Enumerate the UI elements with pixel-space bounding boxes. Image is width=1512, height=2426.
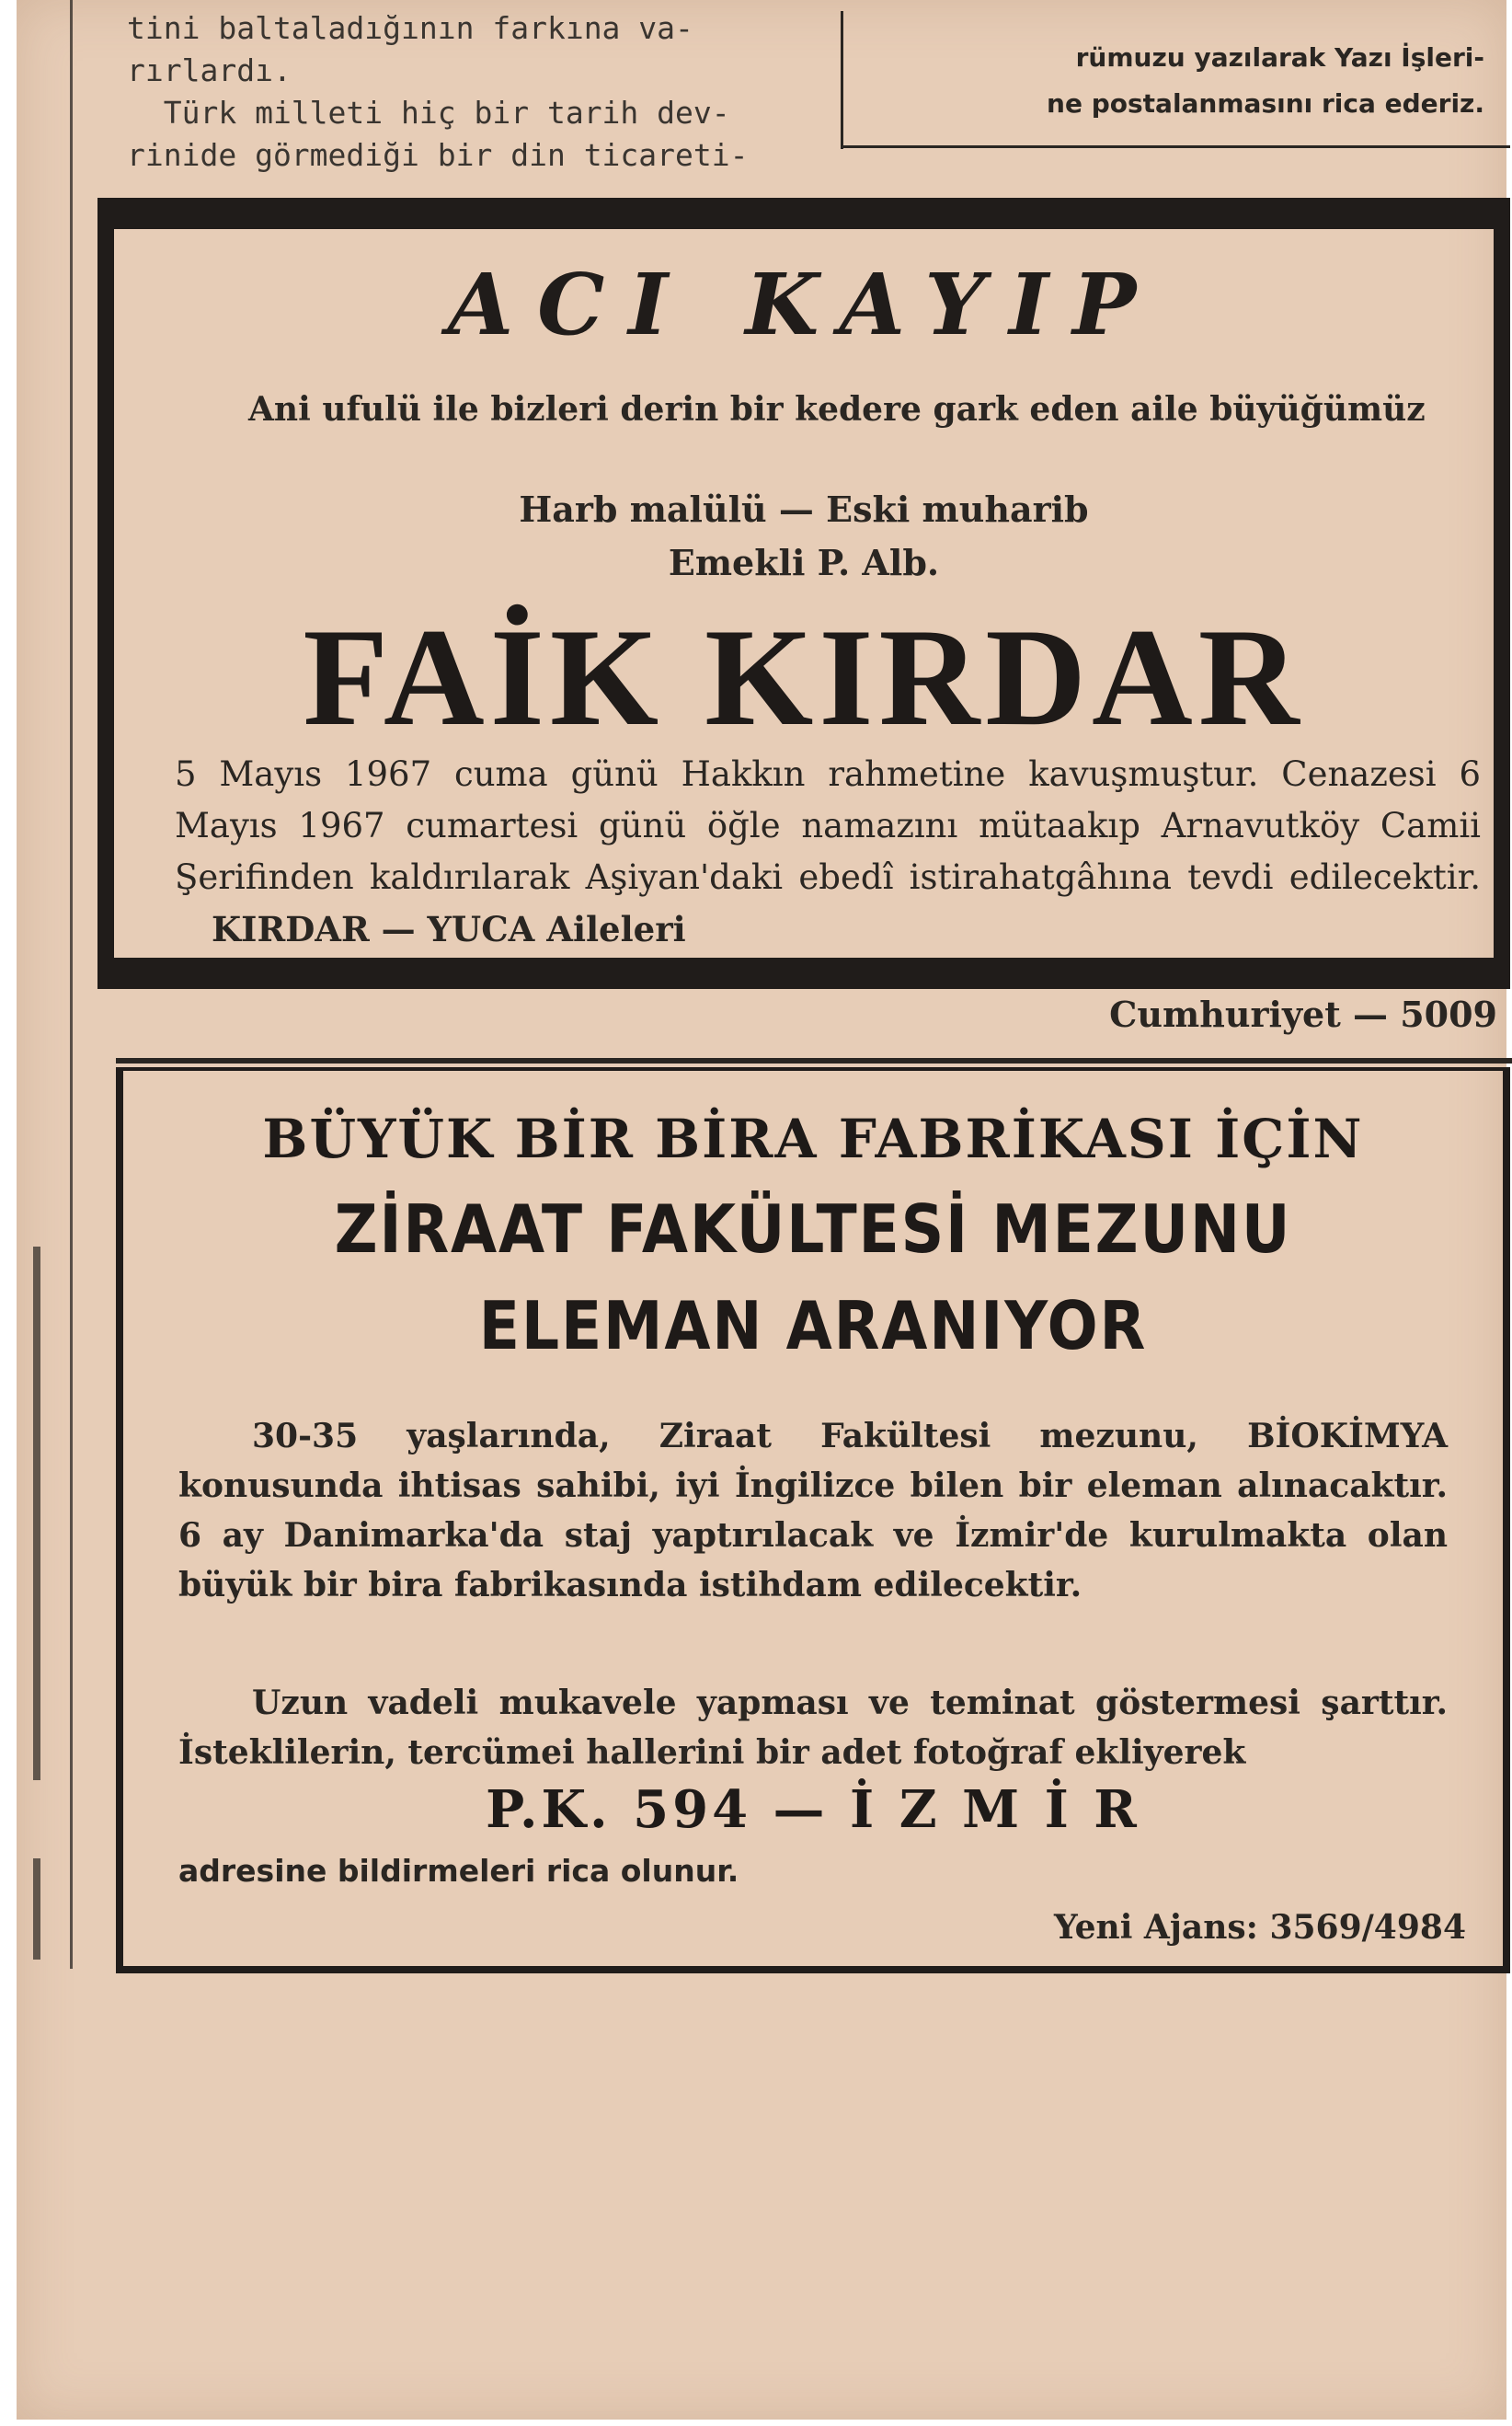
obituary-notice — [97, 198, 1510, 989]
obituary-rank-line: Harb malülü — Eski muharib — [519, 489, 1089, 530]
column-rule-left — [70, 0, 73, 1969]
article-line: rırlardı. — [127, 52, 292, 88]
obituary-title-line: Emekli P. Alb. — [668, 542, 940, 583]
job-advertisement — [116, 1067, 1510, 1973]
edge-mark — [33, 1858, 40, 1960]
obituary-intro: Ani ufulü ile bizleri derin bir kedere gark eden aile büyüğümüz — [248, 390, 1426, 429]
previous-article-fragment — [127, 7, 789, 177]
obituary-families: KIRDAR — YUCA Aileleri — [212, 909, 686, 949]
obituary-body-text: 5 Mayıs 1967 cuma günü Hakkın rahmetine kavuşmuştur. Cenazesi 6 Mayıs 1967 cumartesi günü öğle namazını mütaakıp Arnavutköy Camii Şerifinden kaldırılarak Aşiyan'daki ebedî istirahatgâhına tevdi edilecektir. — [175, 754, 1481, 897]
editorial-note — [933, 35, 1484, 127]
obituary-body — [175, 749, 1481, 956]
article-line: rinide görmediği bir din ticareti- — [127, 137, 749, 173]
article-line: tini baltaladığının farkına va- — [127, 10, 693, 46]
editorial-note-box — [841, 18, 1510, 148]
ad-paragraph-1: 30-35 yaşlarında, Ziraat Fakültesi mezunu, BİOKİMYA konusunda ihtisas sahibi, iyi İngilizce bilen bir eleman alınacaktır. 6 ay Danimarka'da staj yaptırılacak ve İzmir'de kurulmakta olan büyük bir bira fabrikasında istihdam edilecektir. — [178, 1417, 1448, 1604]
ad-address-line: adresine bildirmeleri rica olunur. — [178, 1853, 739, 1889]
obituary-heading: ACI KAYIP — [447, 255, 1161, 354]
ad-headline-3: ELEMAN ARANIYOR — [478, 1287, 1148, 1364]
deceased-name: FAİK KIRDAR — [303, 600, 1305, 754]
ad-headline-2: ZİRAAT FAKÜLTESİ MEZUNU — [334, 1190, 1292, 1268]
ad-agency: Yeni Ajans: 3569/4984 — [1054, 1908, 1466, 1947]
note-line: ne postalanmasını rica ederiz. — [1047, 88, 1484, 119]
newspaper-clipping — [17, 0, 1506, 2420]
section-rule — [116, 1058, 1512, 1064]
article-line: Türk milleti hiç bir tarih dev- — [127, 95, 730, 131]
ad-postbox: P.K. 594 — İ Z M İ R — [486, 1779, 1140, 1840]
edge-mark — [33, 1247, 40, 1780]
note-line: rümuzu yazılarak Yazı İşleri- — [1075, 42, 1484, 73]
ad-paragraph-2: Uzun vadeli mukavele yapması ve teminat göstermesi şarttır. İsteklilerin, tercümei hallerini bir adet fotoğraf ekliyerek — [178, 1684, 1448, 1772]
ad-headline-1: BÜYÜK BİR BİRA FABRİKASI İÇİN — [262, 1108, 1364, 1170]
obituary-credit: Cumhuriyet — 5009 — [1109, 994, 1497, 1035]
